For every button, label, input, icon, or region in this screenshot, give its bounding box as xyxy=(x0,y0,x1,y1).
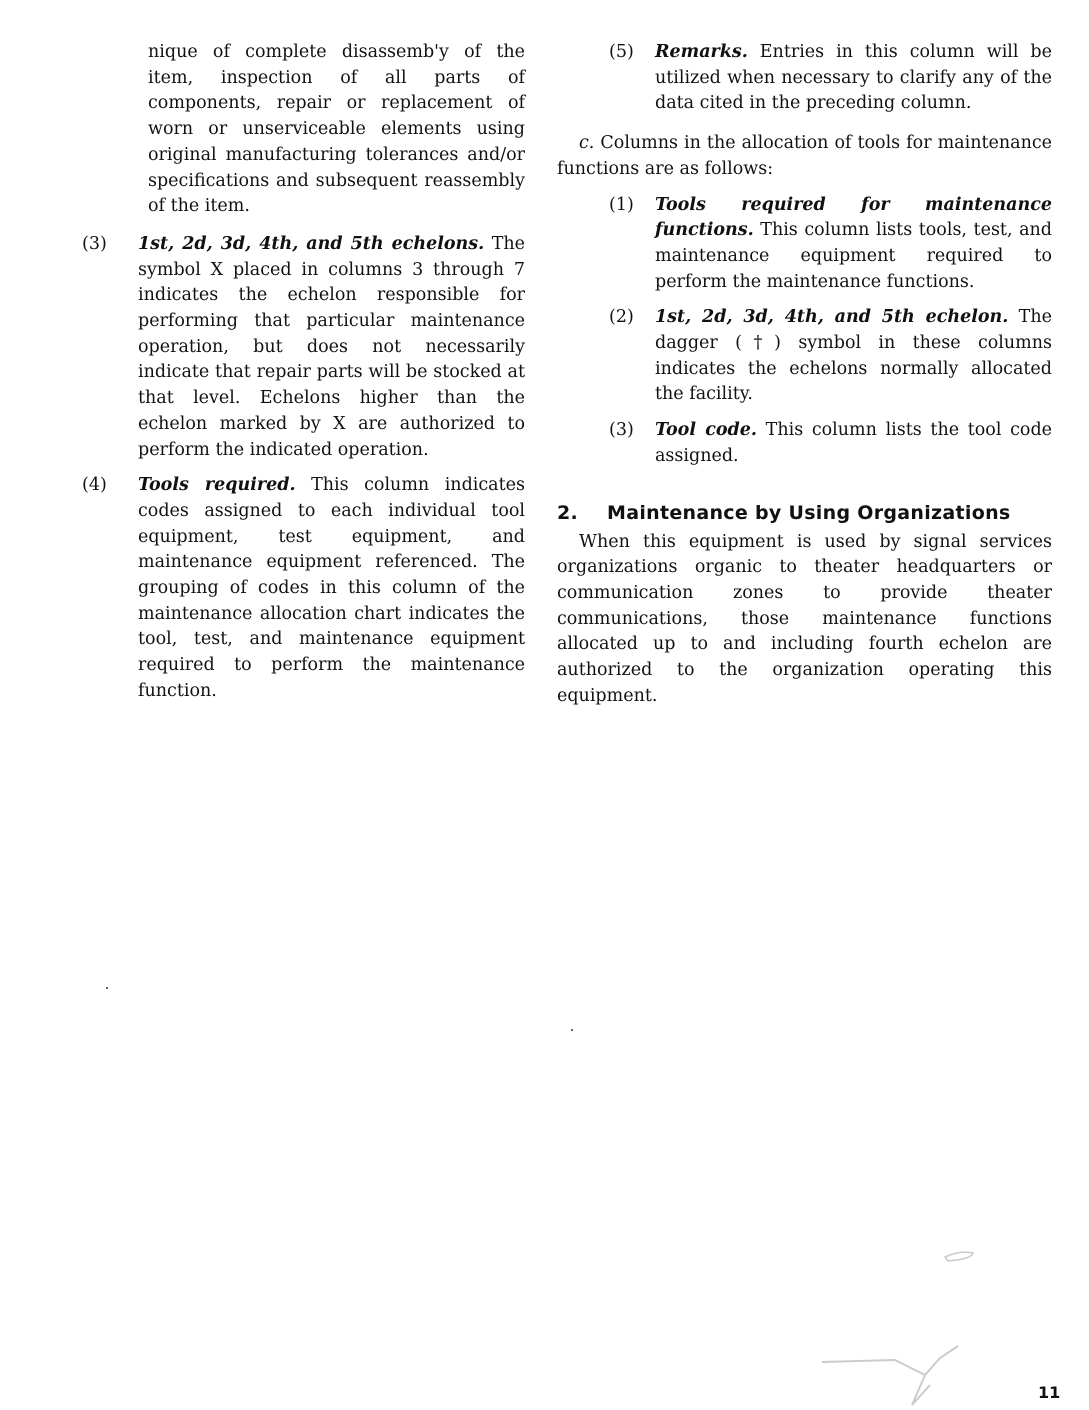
paragraph-text: Columns in the allocation of tools for maintenance functions are as follows: xyxy=(557,133,1052,179)
page-number: 11 xyxy=(1038,1383,1061,1402)
smudge-mark xyxy=(945,1252,973,1261)
item-title: 1st, 2d, 3d, 4th, and 5th echelon. xyxy=(655,307,1009,328)
item-number: (5) xyxy=(609,42,634,62)
item-number: (3) xyxy=(609,420,634,441)
paragraph-label: c. xyxy=(579,133,595,154)
item-title: Tools required for maintenance functions. xyxy=(655,194,1052,241)
item-text: This column lists the tool code assigned. xyxy=(655,420,1053,466)
item-title: Tool code. xyxy=(655,420,757,441)
item-number: (1) xyxy=(609,194,634,215)
section-number: 2. xyxy=(557,501,579,524)
item-text: The dagger (†) symbol in these columns indicates the echelons normally allocated the facility. xyxy=(655,307,1052,405)
item-title: Tools required. xyxy=(138,475,296,496)
smudge-mark xyxy=(822,1346,958,1405)
section-title: Maintenance by Using Organizations xyxy=(607,501,1011,524)
item-text: This column lists tools, test, and maintenance equipment required to perform the maintenance functions. xyxy=(655,220,1052,292)
section-paragraph: When this equipment is used by signal services organizations organic to theater headquarters or communication zones to provide theater communications, those maintenance functions allocated up to and including fourth echelon are authorized to the organization operating this equipment. xyxy=(557,531,1052,706)
item-text: Entries in this column will be utilized when necessary to clarify any of the data cited in the preceding column. xyxy=(655,42,1052,114)
item-text: This column indicates codes assigned to each individual tool equipment, test equipment, and maintenance equipment referenced. The grouping of codes in this column of the maintenance allocation chart indicates the tool, test, and maintenance equipment required to perform the maintenance function. xyxy=(138,475,525,701)
speck-mark xyxy=(106,987,108,989)
item-number: (2) xyxy=(609,307,634,328)
speck-mark xyxy=(571,1029,573,1031)
item-title: 1st, 2d, 3d, 4th, and 5th echelons. xyxy=(138,233,485,254)
item-title: Remarks. xyxy=(655,42,748,62)
continuation-paragraph: nique of complete disassemb'y of the item, inspection of all parts of components, repair or replacement of worn or unserviceable elements using original manufacturing tolerances and/or specifications and subsequent reassembly of the item. xyxy=(148,42,525,217)
item-number: (3) xyxy=(82,233,107,254)
item-text: The symbol X placed in columns 3 through 7 indicates the echelon responsible for performing that particular maintenance operation, but does not necessarily indicate that repair parts will be stocked at that level. Echelons higher than the echelon marked by X are authorized to perform the indicated operation. xyxy=(138,233,525,460)
item-number: (4) xyxy=(82,475,107,496)
